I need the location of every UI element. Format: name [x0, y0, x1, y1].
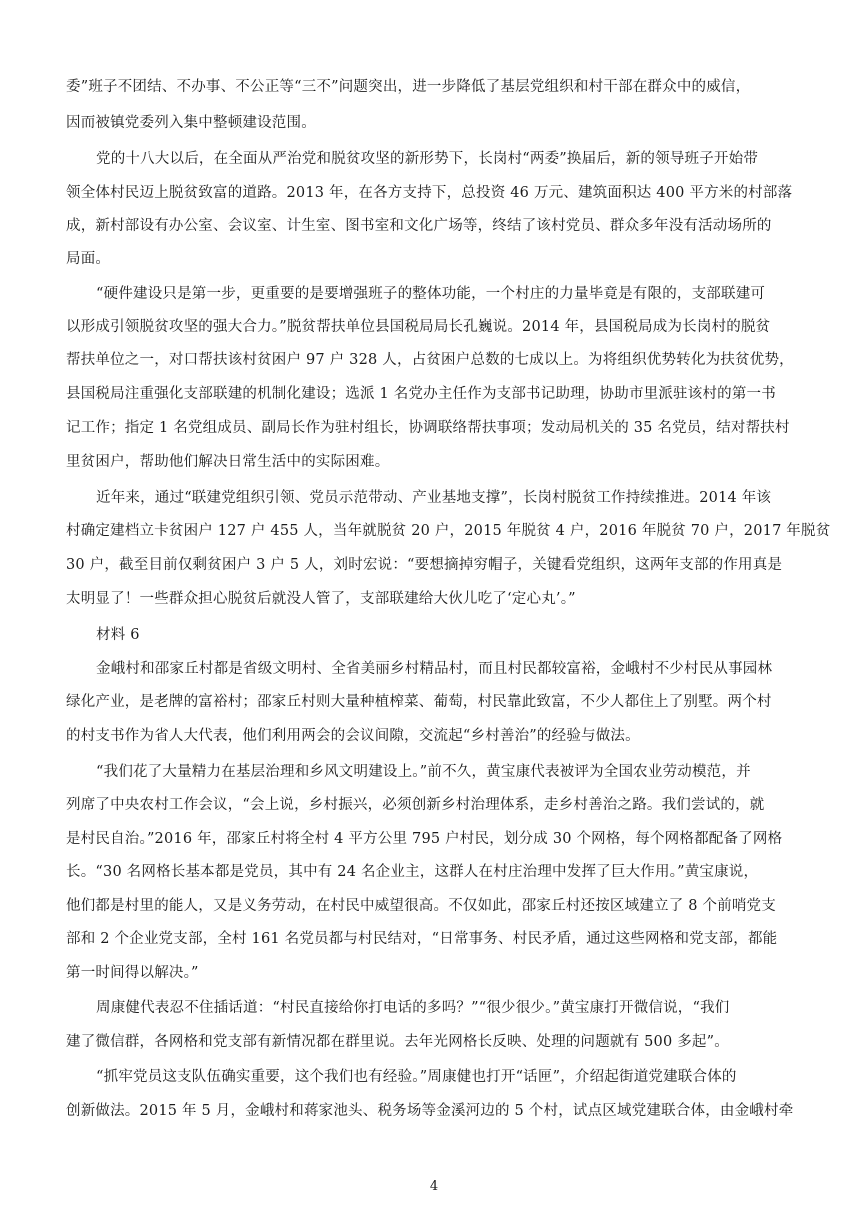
text-line: 建了微信群，各网格和党支部有新情况都在群里说。去年光网格长反映、处理的问题就有 500 多起”。	[66, 1034, 729, 1050]
text-line: 以形成引领脱贫攻坚的强大合力。”脱贫帮扶单位县国税局局长孔巍说。2014 年，县国税局成为长岗村的脱贫	[66, 319, 771, 335]
text-line: 记工作；指定 1 名党组成员、副局长作为驻村组长，协调联络帮扶事项；发动局机关的 35 名党员，结对帮扶村	[66, 420, 790, 436]
text-line: 局面。	[66, 251, 111, 267]
text-line: 他们都是村里的能人，又是义务劳动，在村民中威望很高。不仅如此，邵家丘村还按区域建立了 8 个前哨党支	[66, 898, 776, 914]
text-line: 的村支书作为省人大代表，他们利用两会的会议间隙，交流起“乡村善治”的经验与做法。	[66, 728, 640, 744]
text-line: 第一时间得以解决。”	[66, 965, 199, 981]
text-line: “硬件建设只是第一步，更重要的是要增强班子的整体功能，一个村庄的力量毕竟是有限的，支部联建可	[96, 286, 766, 302]
text-line: 因而被镇党委列入集中整顿建设范围。	[66, 115, 316, 131]
text-line: 县国税局注重强化支部联建的机制化建设；选派 1 名党办主任作为支部书记助理，协助市里派驻该村的第一书	[66, 386, 776, 402]
text-line: 村确定建档立卡贫困户 127 户 455 人，当年就脱贫 20 户，2015 年脱贫 4 户，2016 年脱贫 70 户，2017 年脱贫	[66, 523, 831, 539]
text-line: 党的十八大以后，在全面从严治党和脱贫攻坚的新形势下，长岗村“两委”换届后，新的领导班子开始带	[96, 151, 759, 167]
text-line: 委”班子不团结、不办事、不公正等“三不”问题突出，进一步降低了基层党组织和村干部在群众中的威信，	[66, 79, 751, 95]
text-line: 创新做法。2015 年 5 月，金峨村和蒋家池头、税务场等金溪河边的 5 个村，试点区域党建联合体，由金峨村牵	[66, 1103, 794, 1119]
text-line: 长。“30 名网格长基本都是党员，其中有 24 名企业主，这群人在村庄治理中发挥了巨大作用。”黄宝康说，	[66, 864, 759, 880]
text-line: 近年来，通过“联建党组织引领、党员示范带动、产业基地支撑”，长岗村脱贫工作持续推进。2014 年该	[96, 490, 772, 506]
text-line: 周康健代表忍不住插话道：“村民直接给你打电话的多吗？”“很少很少。”黄宝康打开微信说，“我们	[96, 1000, 730, 1016]
text-line: 领全体村民迈上脱贫致富的道路。2013 年，在各方支持下，总投资 46 万元、建筑面积达 400 平方米的村部落	[66, 185, 793, 201]
text-line: 成，新村部设有办公室、会议室、计生室、图书室和文化广场等，终结了该村党员、群众多年没有活动场所的	[66, 218, 772, 234]
text-line: 金峨村和邵家丘村都是省级文明村、全省美丽乡村精品村，而且村民都较富裕，金峨村不少村民从事园林	[96, 661, 773, 677]
text-line: “我们花了大量精力在基层治理和乡风文明建设上。”前不久，黄宝康代表被评为全国农业劳动模范，并	[96, 764, 751, 780]
material-heading: 材料 6	[96, 627, 140, 643]
page-number: 4	[429, 1179, 439, 1194]
text-line: 帮扶单位之一，对口帮扶该村贫困户 97 户 328 人，占贫困户总数的七成以上。为将组织优势转化为扶贫优势，	[66, 352, 794, 368]
text-line: “抓牢党员这支队伍确实重要，这个我们也有经验。”周康健也打开“话匣”，介绍起街道党建联合体的	[96, 1069, 737, 1085]
text-line: 太明显了！一些群众担心脱贫后就没人管了，支部联建给大伙儿吃了‘定心丸’。”	[66, 591, 576, 607]
text-line: 30 户，截至目前仅剩贫困户 3 户 5 人，刘时宏说：“要想摘掉穷帽子，关键看党组织，这两年支部的作用真是	[66, 557, 783, 573]
text-line: 里贫困户，帮助他们解决日常生活中的实际困难。	[66, 454, 390, 470]
text-line: 部和 2 个企业党支部，全村 161 名党员都与村民结对，“日常事务、村民矛盾，通过这些网格和党支部，都能	[66, 931, 778, 947]
text-line: 是村民自治。”2016 年，邵家丘村将全村 4 平方公里 795 户村民，划分成 30 个网格，每个网格都配备了网格	[66, 831, 783, 847]
text-line: 列席了中央农村工作会议，“会上说，乡村振兴，必须创新乡村治理体系，走乡村善治之路。我们尝试的，就	[66, 797, 765, 813]
text-line: 绿化产业，是老牌的富裕村；邵家丘村则大量种植榨菜、葡萄，村民靠此致富，不少人都住上了别墅。两个村	[66, 694, 772, 710]
